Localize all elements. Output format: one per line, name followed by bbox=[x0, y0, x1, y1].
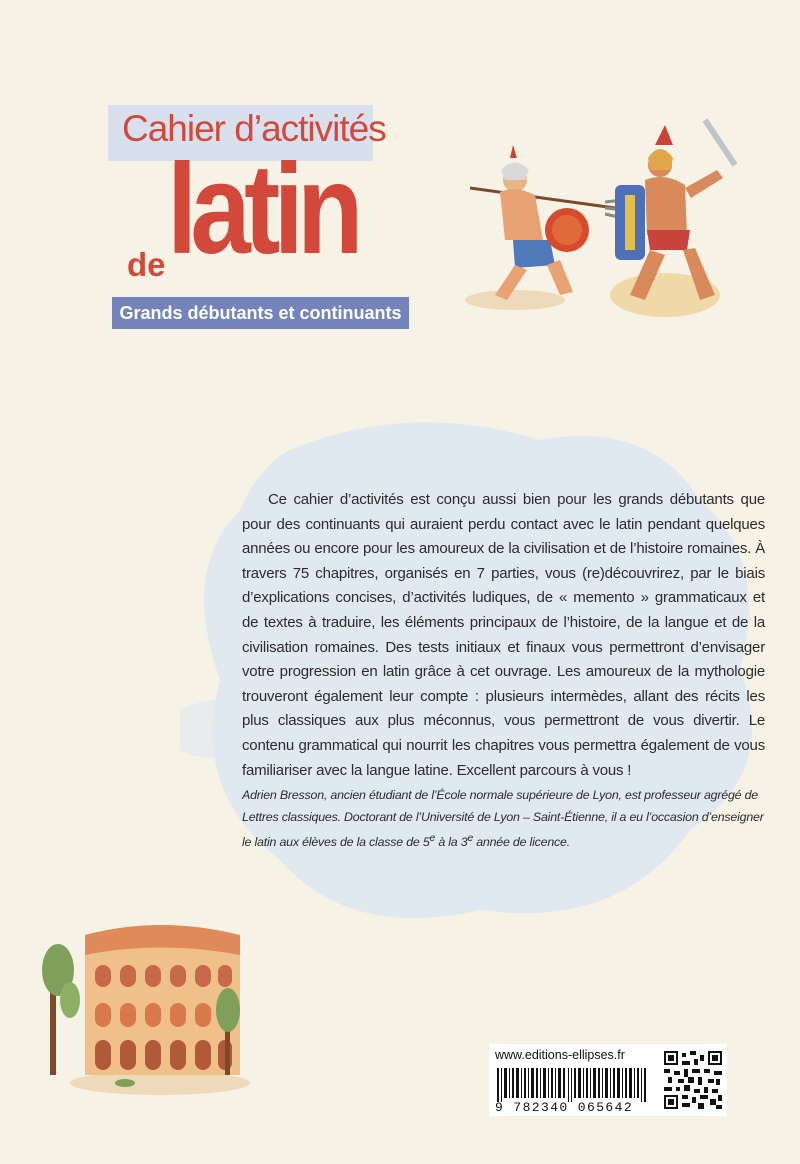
gladiators-illustration bbox=[455, 100, 755, 330]
barcode bbox=[495, 1068, 651, 1102]
author-bio-sup1: e bbox=[429, 833, 436, 844]
qr-code bbox=[664, 1049, 722, 1111]
book-description: Ce cahier d’activités est conçu aussi bien pour les grands débutants que pour des continuants qui auraient perdu contact avec le latin pendant quelques années ou encore pour les amoureux de la civilisation et de l’histoire romaines. À travers 75 chapitres, organisés en 7 parties, vous (re)découvrirez, par le biais d’explications concises, d’activités ludiques, de « memento » grammaticaux et de textes à traduire, les éléments principaux de l’histoire, de la langue et de la civilisation romaines. Des tests initiaux et finaux vous permettront d’envisager votre progression en latin grâce à cet ouvrage. Les amoureux de la mythologie trouveront également leur compte : plusieurs intermèdes, allant des récits les plus classiques aux plus méconnus, vous permettront de vous divertir. Le contenu grammatical qui nourrit les chapitres vous permettra également de vous familiariser avec la langue latine. Excellent parcours à vous ! bbox=[242, 491, 765, 779]
colosseum-illustration bbox=[40, 915, 250, 1095]
author-bio-part3: année de licence. bbox=[472, 835, 570, 850]
subtitle-banner: Grands débutants et continuants bbox=[112, 297, 409, 329]
isbn-number: 9 782340 065642 bbox=[495, 1100, 634, 1115]
barcode-box bbox=[489, 1044, 727, 1116]
publisher-website: www.editions-ellipses.fr bbox=[495, 1048, 625, 1062]
title-line1: Cahier d’activités bbox=[122, 108, 386, 149]
author-bio bbox=[242, 785, 768, 854]
title-de: de bbox=[127, 246, 166, 283]
title-latin: latin bbox=[167, 138, 357, 281]
author-bio-part1: Adrien Bresson, ancien étudiant de l’École normale supérieure de Lyon, est professeur agrégé de Lettres classiques. Doctorant de l’Université de Lyon – Saint-Étienne, il a eu l’occasion d’enseigner le latin aux élèves de la classe de 5 bbox=[242, 788, 764, 850]
author-bio-sup2: e bbox=[467, 833, 473, 844]
author-bio-part2: à la 3 bbox=[435, 835, 468, 850]
